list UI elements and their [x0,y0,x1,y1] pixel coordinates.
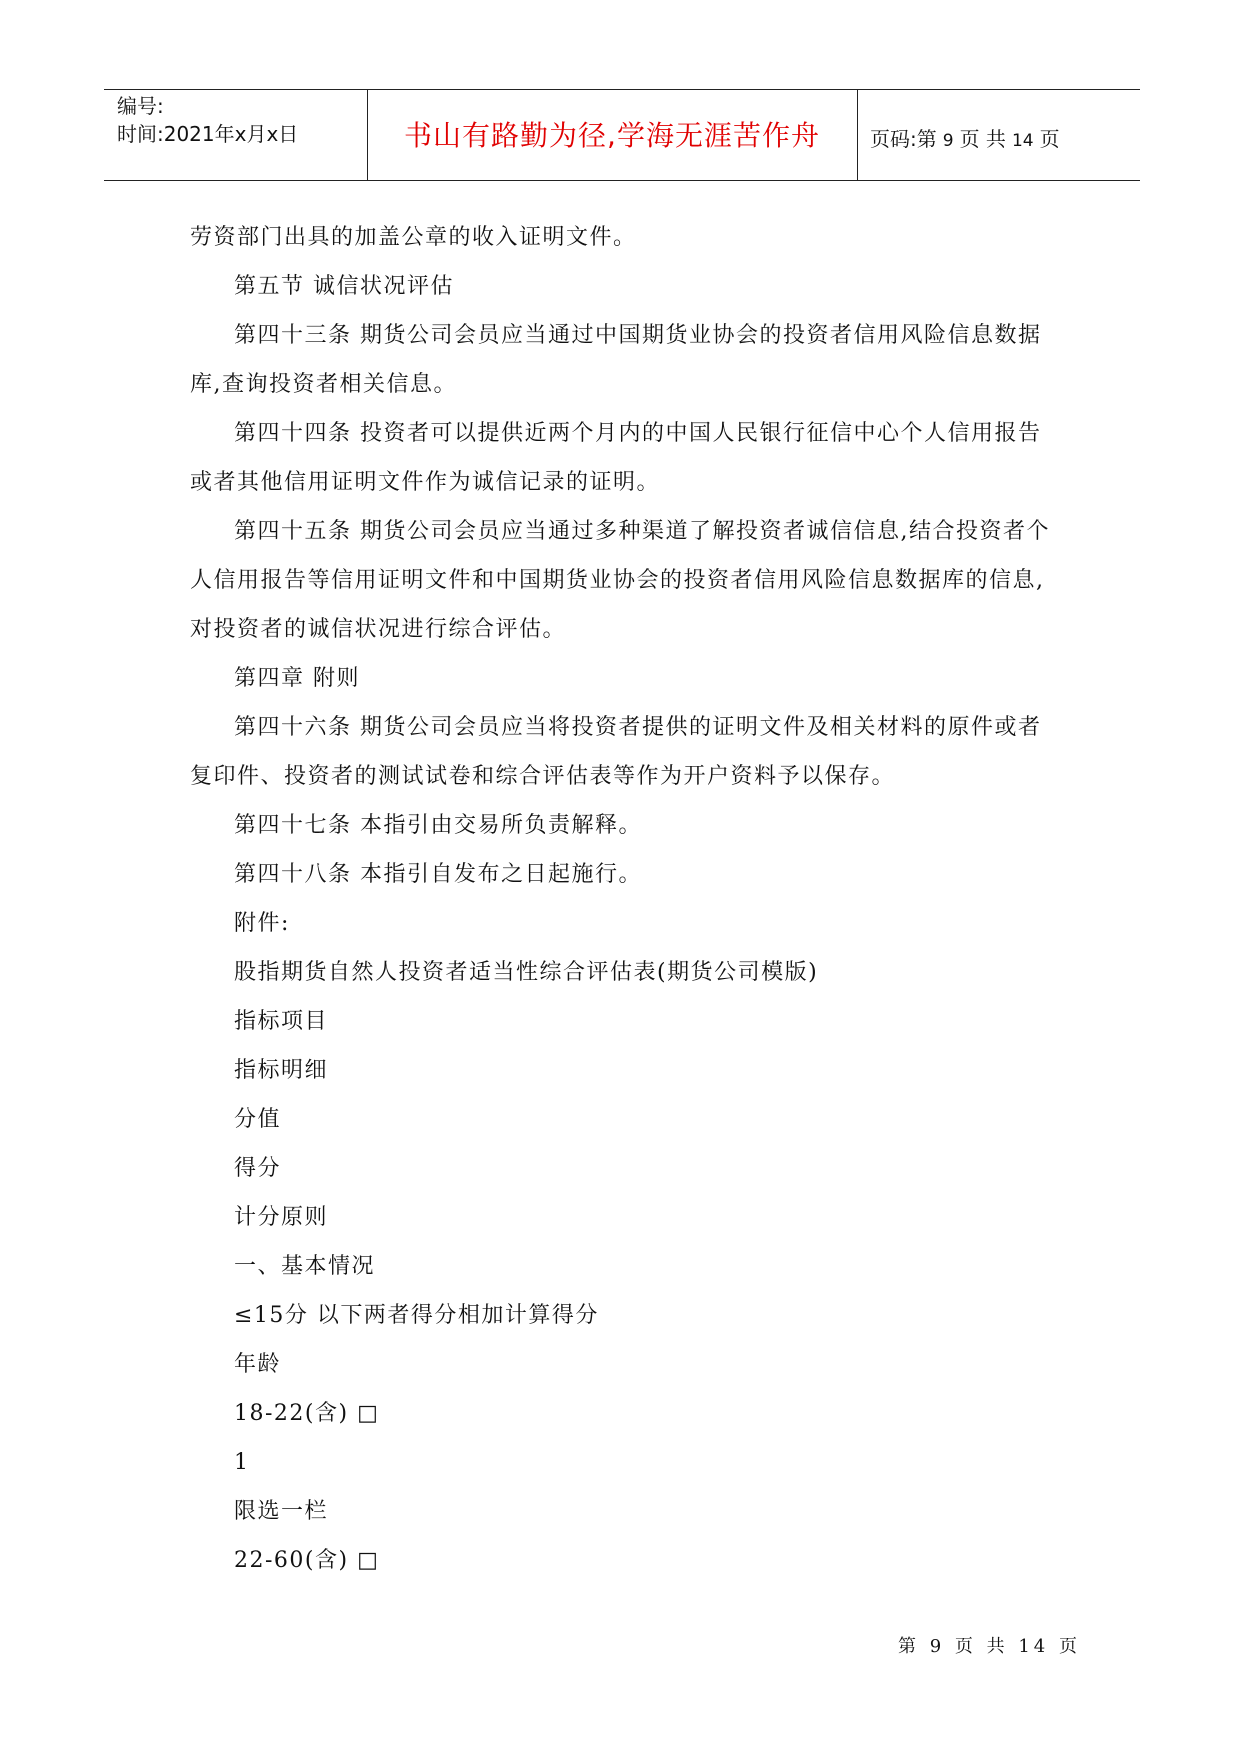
page-current: 9 [942,131,954,151]
paragraph: 第四十六条 期货公司会员应当将投资者提供的证明文件及相关材料的原件或者复印件、投资者的测试试卷和综合评估表等作为开户资料予以保存。 [190,715,1042,789]
list-item: 分值 [234,1107,282,1132]
document-body [190,213,1060,1585]
page-suffix: 页 [1039,127,1060,151]
paragraph: 第四十三条 期货公司会员应当通过中国期货业协会的投资者信用风险信息数据库,查询投资者相关信息。 [190,323,1042,397]
list-item: 计分原则 [234,1205,329,1230]
section-heading: 第五节 诚信状况评估 [234,274,454,299]
header-meta [117,92,298,148]
list-item: 18-22(含) □ [234,1401,380,1426]
list-item: 一、基本情况 [234,1254,376,1279]
page-footer: 第 9 页 共 14 页 [898,1636,1081,1657]
header-table [104,89,1140,181]
time-label: 时间:2021年x月x日 [117,122,299,146]
list-item: 指标明细 [234,1058,329,1083]
list-item: 限选一栏 [234,1499,329,1524]
number-label: 编号: [117,94,164,118]
paragraph: 附件: [234,911,290,936]
page-prefix: 页码:第 [870,127,937,151]
paragraph: 第四十八条 本指引自发布之日起施行。 [234,862,642,887]
list-item: 年龄 [234,1352,282,1377]
list-item: ≤15分 以下两者得分相加计算得分 [234,1303,599,1328]
header-page-info [870,123,1060,152]
list-item: 22-60(含) □ [234,1548,380,1573]
paragraph: 第四十四条 投资者可以提供近两个月内的中国人民银行征信中心个人信用报告或者其他信用证明文件作为诚信记录的证明。 [190,421,1042,495]
chapter-heading: 第四章 附则 [234,666,360,691]
paragraph: 股指期货自然人投资者适当性综合评估表(期货公司模版) [234,960,819,985]
page-middle: 页 共 [959,127,1006,151]
list-item: 1 [234,1450,250,1475]
list-item: 得分 [234,1156,282,1181]
header-divider [857,90,858,180]
paragraph: 第四十五条 期货公司会员应当通过多种渠道了解投资者诚信信息,结合投资者个人信用报告等信用证明文件和中国期货业协会的投资者信用风险信息数据库的信息,对投资者的诚信状况进行综合评估。 [190,519,1050,642]
list-item: 指标项目 [234,1009,329,1034]
paragraph: 第四十七条 本指引由交易所负责解释。 [234,813,642,838]
page-total: 14 [1011,131,1034,151]
header-motto: 书山有路勤为径,学海无涯苦作舟 [404,119,820,152]
paragraph: 劳资部门出具的加盖公章的收入证明文件。 [190,225,637,250]
